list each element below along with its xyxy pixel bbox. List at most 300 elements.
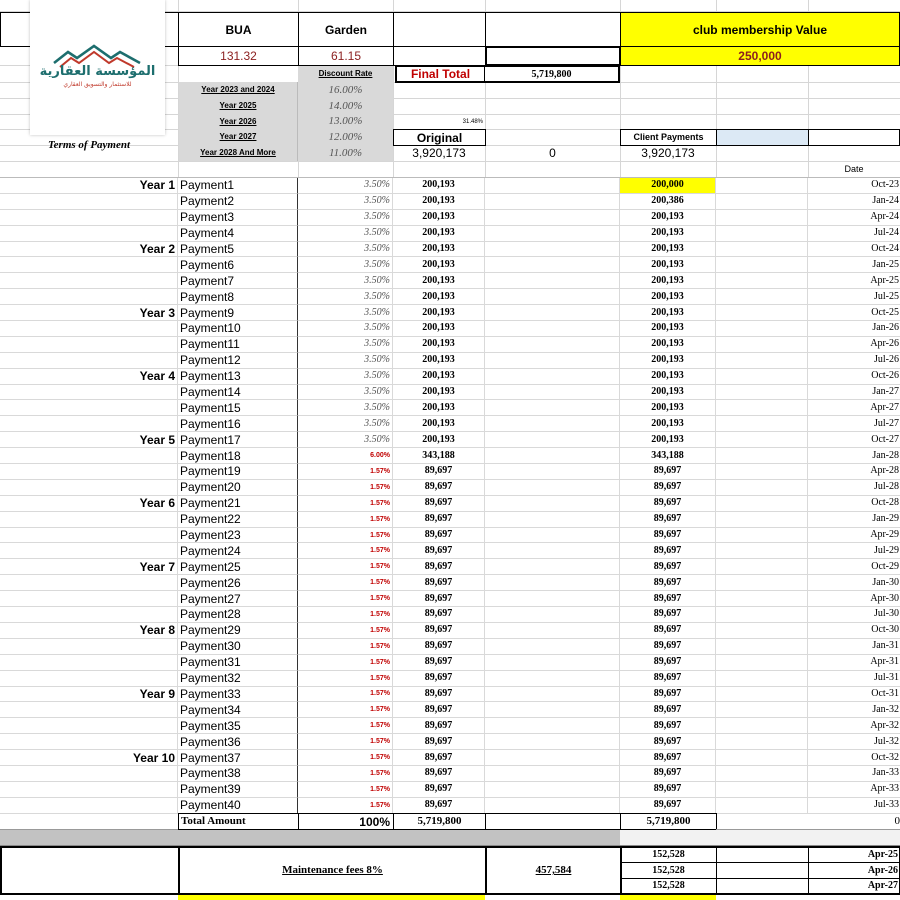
payment-rate: 1.57% [298, 655, 393, 671]
payment-row [0, 512, 900, 528]
blank-cell [716, 734, 808, 750]
payment-rate: 1.57% [298, 750, 393, 766]
payment-rate: 1.57% [298, 687, 393, 703]
payment-name: Payment25 [178, 559, 298, 575]
payment-rate: 3.50% [298, 400, 393, 416]
payment-name: Payment7 [178, 273, 298, 289]
payment-year-label [0, 353, 178, 369]
payment-date: Jul-32 [808, 734, 900, 750]
payment-year-label: Year 5 [0, 432, 178, 448]
payment-date: Jan-32 [808, 702, 900, 718]
payment-name: Payment24 [178, 543, 298, 559]
payment-amount: 89,697 [393, 559, 485, 575]
payment-rate: 3.50% [298, 210, 393, 226]
payment-date: Jan-30 [808, 575, 900, 591]
discount-rate: 12.00% [298, 129, 393, 145]
blank-cell [485, 702, 620, 718]
payment-row [0, 575, 900, 591]
payment-date: Oct-23 [808, 178, 900, 194]
discount-rate: 11.00% [298, 145, 393, 161]
payment-date: Oct-26 [808, 369, 900, 385]
payment-row [0, 798, 900, 814]
blank-cell [0, 846, 180, 895]
payment-name: Payment39 [178, 782, 298, 798]
blank-cell [716, 448, 808, 464]
payment-name: Payment6 [178, 257, 298, 273]
logo-title: المؤسسة العقارية [39, 64, 156, 79]
payment-year-label [0, 798, 178, 814]
payment-amount: 89,697 [393, 734, 485, 750]
payment-name: Payment4 [178, 226, 298, 242]
payment-year-label [0, 671, 178, 687]
payment-name: Payment40 [178, 798, 298, 814]
payment-rate: 1.57% [298, 464, 393, 480]
ratio-note: 31.48% [462, 118, 483, 125]
blank-cell [716, 846, 809, 863]
payment-year-label [0, 575, 178, 591]
total-amount-value: 5,719,800 [393, 813, 486, 830]
maintenance-installment-amount: 152,528 [620, 846, 717, 863]
payment-year-label: Year 3 [0, 305, 178, 321]
payment-name: Payment35 [178, 718, 298, 734]
payment-amount: 89,697 [393, 575, 485, 591]
payment-name: Payment8 [178, 289, 298, 305]
client-payments-header: Client Payments [620, 129, 717, 146]
blank-cell [485, 687, 620, 703]
payment-amount: 200,193 [393, 369, 485, 385]
client-payment: 200,193 [620, 305, 716, 321]
client-payment: 200,193 [620, 353, 716, 369]
payment-row [0, 766, 900, 782]
payment-date: Jul-25 [808, 289, 900, 305]
total-percent: 100% [298, 813, 394, 830]
payment-year-label: Year 7 [0, 559, 178, 575]
payment-year-label [0, 226, 178, 242]
blank-cell [485, 655, 620, 671]
client-payment: 89,697 [620, 591, 716, 607]
payment-row [0, 734, 900, 750]
payment-rate: 3.50% [298, 273, 393, 289]
client-payment: 89,697 [620, 766, 716, 782]
blank-cell [716, 687, 808, 703]
blank-cell [716, 257, 808, 273]
blank-cell [716, 464, 808, 480]
payment-row [0, 702, 900, 718]
garden-header: Garden [298, 12, 394, 47]
payment-rate: 3.50% [298, 369, 393, 385]
payment-year-label [0, 194, 178, 210]
blank-cell [485, 480, 620, 496]
payment-year-label [0, 273, 178, 289]
payment-row [0, 194, 900, 210]
payment-date: Jan-29 [808, 512, 900, 528]
blank-cell [485, 623, 620, 639]
payment-rate: 3.50% [298, 305, 393, 321]
blank-cell [716, 496, 808, 512]
blank-cell [716, 178, 808, 194]
client-payment: 89,697 [620, 655, 716, 671]
client-payment: 89,697 [620, 671, 716, 687]
separator-band [0, 830, 620, 846]
client-payment: 89,697 [620, 750, 716, 766]
blank-cell [485, 591, 620, 607]
blank-cell [716, 750, 808, 766]
payment-name: Payment34 [178, 702, 298, 718]
payment-row [0, 591, 900, 607]
client-payment: 89,697 [620, 782, 716, 798]
blank-cell [716, 210, 808, 226]
payment-date: Oct-27 [808, 432, 900, 448]
total-client-value: 5,719,800 [620, 813, 717, 830]
separator-band [620, 830, 900, 846]
payment-name: Payment31 [178, 655, 298, 671]
payment-year-label [0, 416, 178, 432]
payment-amount: 200,193 [393, 210, 485, 226]
client-payment: 89,697 [620, 798, 716, 814]
blank-cell [716, 226, 808, 242]
payment-name: Payment26 [178, 575, 298, 591]
blank-cell [485, 226, 620, 242]
client-payment: 200,193 [620, 210, 716, 226]
payment-row [0, 369, 900, 385]
client-payment: 200,193 [620, 400, 716, 416]
client-payment: 89,697 [620, 496, 716, 512]
payment-name: Payment22 [178, 512, 298, 528]
payment-date: Jan-28 [808, 448, 900, 464]
payment-year-label [0, 655, 178, 671]
payment-date: Oct-30 [808, 623, 900, 639]
discount-rate: 13.00% [298, 114, 393, 129]
client-payment: 200,193 [620, 369, 716, 385]
payment-date: Jan-24 [808, 194, 900, 210]
payment-year-label [0, 480, 178, 496]
blank-cell [716, 655, 808, 671]
payment-date: Jan-25 [808, 257, 900, 273]
payment-year-label: Year 2 [0, 242, 178, 258]
payment-row [0, 782, 900, 798]
payment-row [0, 337, 900, 353]
payment-row [0, 289, 900, 305]
blank-cell [716, 798, 808, 814]
discount-period: Year 2026 [179, 114, 298, 129]
blank-cell [485, 432, 620, 448]
payment-date: Apr-31 [808, 655, 900, 671]
payment-rate: 1.57% [298, 559, 393, 575]
payment-rate: 1.57% [298, 671, 393, 687]
payment-amount: 200,193 [393, 353, 485, 369]
payment-amount: 200,193 [393, 242, 485, 258]
payment-name: Payment16 [178, 416, 298, 432]
client-payment: 200,193 [620, 416, 716, 432]
payment-amount: 200,193 [393, 416, 485, 432]
bottom-highlight-strip [620, 895, 716, 900]
payment-name: Payment20 [178, 480, 298, 496]
maintenance-installment-date: Apr-27 [808, 878, 900, 895]
payment-name: Payment10 [178, 321, 298, 337]
total-amount-label: Total Amount [178, 813, 299, 830]
payment-name: Payment1 [178, 178, 298, 194]
payment-name: Payment14 [178, 385, 298, 401]
payment-date: Oct-32 [808, 750, 900, 766]
payment-year-label: Year 1 [0, 178, 178, 194]
payment-row [0, 528, 900, 544]
blank-cell [716, 400, 808, 416]
client-payment: 200,193 [620, 257, 716, 273]
payment-amount: 89,697 [393, 639, 485, 655]
payment-amount: 89,697 [393, 480, 485, 496]
client-payment: 89,697 [620, 639, 716, 655]
bua-value: 131.32 [178, 46, 299, 66]
payment-amount: 200,193 [393, 257, 485, 273]
payment-name: Payment12 [178, 353, 298, 369]
payment-name: Payment27 [178, 591, 298, 607]
blank-cell [716, 289, 808, 305]
blank-cell [485, 798, 620, 814]
final-total-box [395, 65, 620, 83]
payment-rate: 6.00% [298, 448, 393, 464]
blank-cell [716, 321, 808, 337]
payment-amount: 343,188 [393, 448, 485, 464]
payment-name: Payment5 [178, 242, 298, 258]
payment-date: Jul-26 [808, 353, 900, 369]
payment-rate: 3.50% [298, 242, 393, 258]
payment-row [0, 687, 900, 703]
payment-row [0, 305, 900, 321]
blank-cell [485, 194, 620, 210]
payment-date: Apr-25 [808, 273, 900, 289]
payment-rate: 3.50% [298, 194, 393, 210]
garden-value: 61.15 [298, 46, 394, 66]
blank-cell [485, 400, 620, 416]
blank-cell [716, 273, 808, 289]
blank-cell [716, 528, 808, 544]
blank-cell [716, 369, 808, 385]
payment-amount: 200,193 [393, 226, 485, 242]
blank-cell [485, 273, 620, 289]
payment-amount: 89,697 [393, 782, 485, 798]
discount-period: Year 2027 [179, 129, 298, 145]
payment-row [0, 639, 900, 655]
maintenance-fees-label: Maintenance fees 8% [178, 846, 487, 895]
payment-amount: 89,697 [393, 512, 485, 528]
blank-cell [485, 559, 620, 575]
payment-year-label [0, 210, 178, 226]
blank-cell [485, 210, 620, 226]
payment-year-label [0, 464, 178, 480]
payment-rate: 1.57% [298, 766, 393, 782]
payment-name: Payment11 [178, 337, 298, 353]
client-payment: 89,697 [620, 718, 716, 734]
payment-rate: 3.50% [298, 226, 393, 242]
payment-row [0, 273, 900, 289]
payment-amount: 89,697 [393, 528, 485, 544]
payment-rate: 1.57% [298, 480, 393, 496]
payment-rate: 1.57% [298, 496, 393, 512]
blank-cell [716, 718, 808, 734]
total-date-column-value: 0 [808, 813, 900, 830]
payment-year-label [0, 734, 178, 750]
payment-rate: 1.57% [298, 543, 393, 559]
payment-amount: 89,697 [393, 687, 485, 703]
payment-amount: 200,193 [393, 273, 485, 289]
payment-name: Payment15 [178, 400, 298, 416]
payment-row [0, 226, 900, 242]
payment-date: Jan-27 [808, 385, 900, 401]
payment-year-label [0, 385, 178, 401]
payment-rate: 3.50% [298, 257, 393, 273]
payment-year-label [0, 337, 178, 353]
final-total-value: 5,719,800 [531, 68, 572, 80]
blank-cell [485, 464, 620, 480]
client-payment: 200,193 [620, 321, 716, 337]
payment-rate: 1.57% [298, 623, 393, 639]
blank-cell [716, 512, 808, 528]
payment-date: Oct-28 [808, 496, 900, 512]
payment-row [0, 321, 900, 337]
blank-cell [485, 528, 620, 544]
blank-cell [485, 178, 620, 194]
blank-cell [485, 321, 620, 337]
payment-date: Apr-24 [808, 210, 900, 226]
payment-name: Payment28 [178, 607, 298, 623]
client-payment: 89,697 [620, 623, 716, 639]
client-payment: 200,193 [620, 432, 716, 448]
payment-rate: 1.57% [298, 607, 393, 623]
blank-cell [716, 813, 808, 830]
payment-rate: 1.57% [298, 591, 393, 607]
payment-name: Payment21 [178, 496, 298, 512]
payment-row [0, 559, 900, 575]
payment-amount: 89,697 [393, 464, 485, 480]
payment-year-label [0, 766, 178, 782]
blank-cell [716, 543, 808, 559]
client-payment: 89,697 [620, 480, 716, 496]
payment-amount: 200,193 [393, 178, 485, 194]
client-payment: 200,193 [620, 337, 716, 353]
payment-rate: 3.50% [298, 353, 393, 369]
payment-row [0, 385, 900, 401]
maintenance-installment-date: Apr-25 [808, 846, 900, 863]
payment-amount: 200,193 [393, 194, 485, 210]
payment-date: Apr-28 [808, 464, 900, 480]
payment-amount: 89,697 [393, 718, 485, 734]
payment-row [0, 210, 900, 226]
payment-rate: 1.57% [298, 639, 393, 655]
client-payment: 89,697 [620, 528, 716, 544]
client-payment: 200,193 [620, 385, 716, 401]
client-payment: 89,697 [620, 687, 716, 703]
maintenance-installment-amount: 152,528 [620, 862, 717, 879]
client-payment: 200,193 [620, 273, 716, 289]
payment-year-label [0, 289, 178, 305]
blank-cell [485, 369, 620, 385]
payment-row [0, 242, 900, 258]
club-membership-header: club membership Value [620, 12, 900, 47]
bottom-highlight-strip [178, 895, 485, 900]
payment-year-label: Year 8 [0, 623, 178, 639]
payment-amount: 89,697 [393, 543, 485, 559]
client-payment: 89,697 [620, 607, 716, 623]
blank-cell [716, 623, 808, 639]
payment-name: Payment32 [178, 671, 298, 687]
blank-cell [485, 607, 620, 623]
payment-name: Payment17 [178, 432, 298, 448]
blank-cell [485, 813, 621, 830]
payment-year-label [0, 448, 178, 464]
payment-row [0, 750, 900, 766]
payment-name: Payment23 [178, 528, 298, 544]
terms-of-payment-label: Terms of Payment [47, 139, 131, 151]
blank-cell [716, 385, 808, 401]
payment-row [0, 432, 900, 448]
payment-name: Payment3 [178, 210, 298, 226]
payment-name: Payment38 [178, 766, 298, 782]
blank-cell [485, 671, 620, 687]
discount-rate-header: Discount Rate [298, 66, 393, 82]
blank-cell [485, 734, 620, 750]
blank-cell [485, 448, 620, 464]
payment-date: Apr-26 [808, 337, 900, 353]
payment-name: Payment29 [178, 623, 298, 639]
blank-cell [485, 718, 620, 734]
logo-subtitle: للاستثمار والتسويق العقاري [63, 81, 132, 88]
payment-year-label: Year 9 [0, 687, 178, 703]
client-payment: 200,386 [620, 194, 716, 210]
payment-year-label: Year 6 [0, 496, 178, 512]
payment-amount: 200,193 [393, 337, 485, 353]
blank-cell [716, 432, 808, 448]
blank-cell [485, 242, 620, 258]
original-value: 3,920,173 [412, 146, 466, 160]
maintenance-fees-total: 457,584 [485, 846, 622, 895]
blank-cell [716, 242, 808, 258]
payment-year-label: Year 10 [0, 750, 178, 766]
payment-rate: 1.57% [298, 575, 393, 591]
payment-row [0, 416, 900, 432]
payment-rate: 1.57% [298, 528, 393, 544]
payment-rate: 1.57% [298, 702, 393, 718]
payment-rate: 3.50% [298, 432, 393, 448]
payment-name: Payment36 [178, 734, 298, 750]
blank-cell [716, 480, 808, 496]
payment-rate: 1.57% [298, 798, 393, 814]
client-payment: 89,697 [620, 559, 716, 575]
payment-name: Payment30 [178, 639, 298, 655]
payment-row [0, 353, 900, 369]
client-payment: 89,697 [620, 543, 716, 559]
payment-name: Payment33 [178, 687, 298, 703]
blank-cell [0, 813, 178, 830]
gridline [0, 161, 900, 162]
payment-name: Payment37 [178, 750, 298, 766]
blank-cell [716, 766, 808, 782]
blank-cell [808, 129, 900, 146]
payment-amount: 200,193 [393, 305, 485, 321]
maintenance-installment-date: Apr-26 [808, 862, 900, 879]
payment-row [0, 257, 900, 273]
blank-cell [716, 129, 809, 146]
payment-amount: 89,697 [393, 750, 485, 766]
payment-year-label [0, 639, 178, 655]
blank-cell [485, 305, 620, 321]
discount-period: Year 2028 And More [179, 145, 298, 161]
payment-date: Jan-33 [808, 766, 900, 782]
client-payment: 200,193 [620, 289, 716, 305]
date-column-header: Date [844, 163, 864, 174]
payment-date: Jul-30 [808, 607, 900, 623]
client-payment: 200,000 [620, 178, 716, 194]
blank-cell [485, 766, 620, 782]
